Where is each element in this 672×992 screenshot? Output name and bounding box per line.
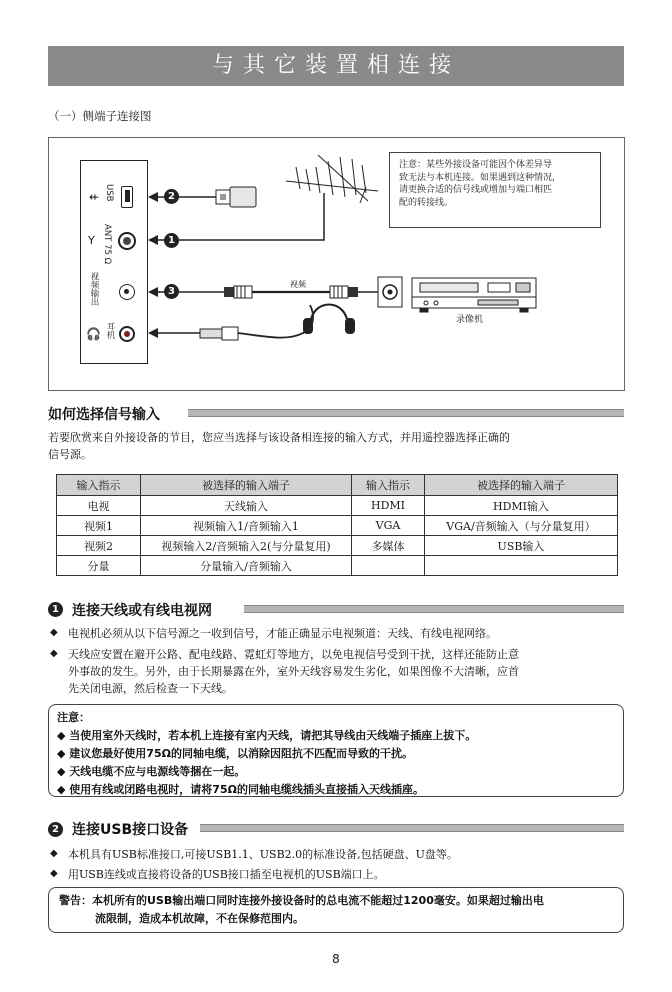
note-line: 注意：某些外接设备可能因个体差异导 [399, 160, 553, 170]
table-header-row [57, 475, 618, 496]
vcr-device-icon [412, 278, 536, 312]
earphone-cable [238, 305, 313, 338]
table-cell [425, 556, 618, 576]
earphone-plug-icon [200, 327, 238, 340]
usb-arrow-icon [148, 192, 158, 202]
usb-symbol-icon: ⇷ [89, 190, 100, 204]
table-row [57, 536, 618, 556]
earphone-arrow-icon [148, 328, 158, 338]
usb-bullet-2: 用USB连线或直接将设备的USB接口插至电视机的USB端口上。 [68, 868, 385, 881]
table-cell: VGA/音频输入（与分量复用） [425, 516, 618, 536]
table-cell: HDMI输入 [425, 496, 618, 516]
rca-plug-left-icon [224, 286, 252, 298]
table-cell [352, 556, 425, 576]
usb-warning-box [48, 887, 624, 933]
vcr-jack-icon [378, 277, 402, 307]
diamond-bullet-icon: ◆ [50, 868, 58, 879]
notice-item: ◆ 天线电缆不应与电源线等捆在一起。 [57, 765, 246, 778]
section-number-2: 2 [48, 822, 63, 837]
notice-text: 使用有线或闭路电视时，请将75Ω的同轴电缆线插头直接插入天线插座。 [69, 783, 424, 796]
ant-jack [118, 232, 136, 250]
rca-plug-right-icon [330, 286, 358, 298]
warning-line: 流限制，造成本机故障，不在保修范围内。 [95, 912, 304, 925]
notice-text: 当使用室外天线时，若本机上连接有室内天线，请把其导线由天线端子插座上拔下。 [69, 729, 477, 742]
intro-line: 信号源。 [48, 448, 92, 461]
diamond-bullet-icon: ◆ [50, 627, 58, 638]
ant-arrow-icon [148, 235, 158, 245]
notice-text: 建议您最好使用75Ω的同轴电缆，以消除因阻抗不匹配而导致的干扰。 [69, 747, 413, 760]
bullet-line: 先关闭电源，然后检查一下天线。 [68, 682, 233, 695]
table-header: 输入指示 [352, 475, 425, 496]
heading-rule [244, 605, 624, 613]
note-line: 请更换合适的信号线或增加与端口相匹 [399, 185, 553, 195]
usb-bullet-1: 本机具有USB标准接口,可接USB1.1、USB2.0的标准设备,包括硬盘、U盘等。 [68, 848, 458, 861]
table-cell: USB输入 [425, 536, 618, 556]
section-number-1: 1 [48, 602, 63, 617]
antenna-icon [286, 155, 378, 203]
antenna-notice-box [48, 704, 624, 797]
notice-text: 天线电缆不应与电源线等捆在一起。 [69, 765, 246, 778]
table-cell: 分量输入/音频输入 [141, 556, 352, 576]
table-header: 被选择的输入端子 [425, 475, 618, 496]
table-cell: HDMI [352, 496, 425, 516]
bullet-line: 外事故的发生。另外，由于长期暴露在外，室外天线容易发生劣化，如果图像不大清晰，应首 [68, 665, 519, 678]
note-line: 致无法与本机连接。如果遇到这种情况， [399, 172, 562, 183]
video-cable-label: 视频 [290, 280, 306, 289]
marker-1: 1 [164, 233, 179, 248]
table-cell: 视频2 [57, 536, 141, 556]
table-cell: 视频输入2/音频输入2(与分量复用) [141, 536, 352, 556]
notice-item: ◆ 使用有线或闭路电视时，请将75Ω的同轴电缆线插头直接插入天线插座。 [57, 783, 424, 796]
table-cell: VGA [352, 516, 425, 536]
signal-heading: 如何选择信号输入 [48, 407, 160, 423]
page-number: 8 [332, 952, 340, 966]
table-cell: 视频输入1/音频输入1 [141, 516, 352, 536]
table-header: 输入指示 [57, 475, 141, 496]
table-row [57, 516, 618, 536]
signal-intro [48, 429, 628, 463]
diagram-note [389, 152, 601, 228]
table-cell: 分量 [57, 556, 141, 576]
notice-item: ◆ 建议您最好使用75Ω的同轴电缆，以消除因阻抗不匹配而导致的干扰。 [57, 747, 413, 760]
usb-port [121, 186, 133, 208]
section-subtitle: （一）侧端子连接图 [48, 109, 152, 123]
ant-label: ANT 75 Ω [102, 224, 112, 265]
usb-flash-drive-icon [216, 187, 256, 207]
table-row [57, 556, 618, 576]
table-row [57, 496, 618, 516]
earphone-jack [119, 326, 135, 342]
bullet-line: 天线应安置在避开公路、配电线路、霓虹灯等地方，以免电视信号受到干扰，这样还能防止意 [68, 648, 519, 661]
table-header: 被选择的输入端子 [141, 475, 352, 496]
antenna-heading: 连接天线或有线电视网 [72, 603, 212, 619]
table-cell: 电视 [57, 496, 141, 516]
video-out-jack [119, 284, 135, 300]
heading-rule [188, 409, 624, 417]
earphone-label: 耳机 [105, 322, 115, 339]
antenna-bullet-2 [68, 646, 628, 697]
marker-3: 3 [164, 284, 179, 299]
intro-line: 若要欣赏来自外接设备的节目，您应当选择与该设备相连接的输入方式，并用遥控器选择正确的 [48, 431, 510, 444]
table-cell: 天线输入 [141, 496, 352, 516]
video-out-label: 视频输出 [89, 272, 99, 306]
page-title: 与其它装置相连接 [48, 46, 624, 86]
antenna-bullet-1: 电视机必须从以下信号源之一收到信号，才能正确显示电视频道：天线、有线电视网络。 [68, 627, 497, 640]
headphone-symbol-icon: 🎧 [86, 327, 101, 341]
table-cell: 视频1 [57, 516, 141, 536]
note-line: 配的转接线。 [399, 197, 454, 208]
vcr-label: 录像机 [456, 315, 484, 325]
diamond-bullet-icon: ◆ [50, 648, 58, 659]
notice-item: ◆ 当使用室外天线时，若本机上连接有室内天线，请把其导线由天线端子插座上拔下。 [57, 729, 477, 742]
antenna-symbol-icon: Y [88, 234, 95, 247]
marker-2: 2 [164, 189, 179, 204]
table-cell: 多媒体 [352, 536, 425, 556]
heading-rule [200, 824, 624, 832]
usb-label: USB [104, 184, 114, 202]
signal-input-table [56, 474, 618, 576]
warning-line: 警告：本机所有的USB输出端口同时连接外接设备时的总电流不能超过1200毫安。如果超过输出电 [59, 894, 544, 907]
usb-heading: 连接USB接口设备 [72, 822, 189, 838]
diamond-bullet-icon: ◆ [50, 848, 58, 859]
notice-title: 注意： [57, 711, 90, 724]
video-arrow-icon [148, 287, 158, 297]
